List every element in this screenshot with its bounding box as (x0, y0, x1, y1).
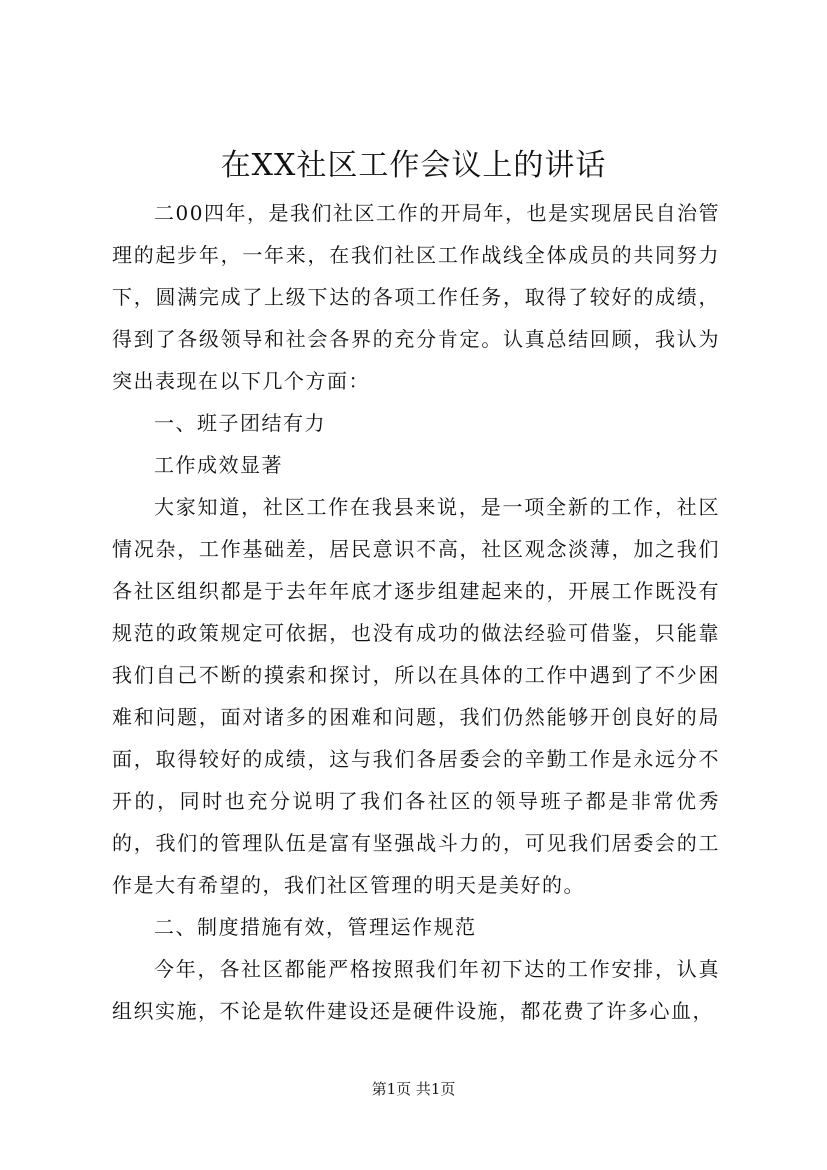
document-body (112, 192, 720, 1032)
section-heading-2: 二、制度措施有效，管理运作规范 (154, 915, 477, 939)
page-number-footer: 第1页 共1页 (371, 1080, 456, 1098)
section-heading-1: 一、班子团结有力 (154, 411, 326, 435)
section-heading-1-continued: 工作成效显著 (154, 453, 283, 477)
paragraph-section-2: 今年，各社区都能严格按照我们年初下达的工作安排，认真组织实施，不论是软件建设还是硬件设施，都花费了许多心血， (112, 957, 720, 1023)
paragraph-section-1: 大家知道，社区工作在我县来说，是一项全新的工作，社区情况杂，工作基础差，居民意识不高，社区观念淡薄，加之我们各社区组织都是于去年年底才逐步组建起来的，开展工作既没有规范的政策规定可依据，也没有成功的做法经验可借鉴，只能靠我们自己不断的摸索和探讨，所以在具体的工作中遇到了不少困难和问题，面对诸多的困难和问题，我们仍然能够开创良好的局面，取得较好的成绩，这与我们各居委会的辛勤工作是永远分不开的，同时也充分说明了我们各社区的领导班子都是非常优秀的，我们的管理队伍是富有坚强战斗力的，可见我们居委会的工作是大有希望的，我们社区管理的明天是美好的。 (112, 495, 720, 897)
paragraph-intro: 二00四年，是我们社区工作的开局年，也是实现居民自治管理的起步年，一年来，在我们社区工作战线全体成员的共同努力下，圆满完成了上级下达的各项工作任务，取得了较好的成绩，得到了各级领导和社会各界的充分肯定。认真总结回顾，我认为突出表现在以下几个方面： (112, 201, 720, 393)
document-title: 在XX社区工作会议上的讲话 (220, 148, 607, 183)
